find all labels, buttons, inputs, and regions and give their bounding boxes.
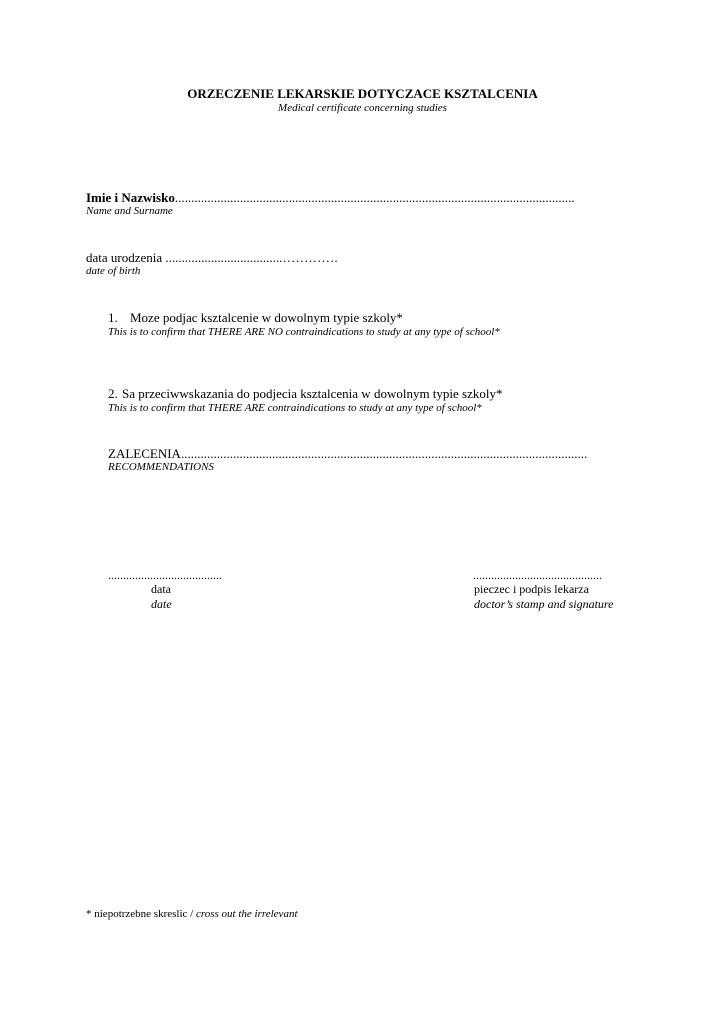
recommendations-dots: .............................................................................................................................: [180, 446, 588, 461]
name-label: Imie i Nazwisko: [86, 190, 175, 205]
recommendations-label: ZALECENIA: [108, 446, 181, 461]
option-2-text: Sa przeciwwskazania do podjecia ksztalcenia w dowolnym typie szkoly*: [122, 386, 503, 401]
date-translation: date: [151, 597, 172, 611]
footnote-text: * niepotrzebne skreslic /: [86, 908, 196, 920]
birth-translation: date of birth: [86, 265, 141, 277]
recommendations-field: [108, 446, 587, 462]
stamp-translation: doctor’s stamp and signature: [474, 597, 614, 611]
document-subtitle: Medical certificate concerning studies: [278, 102, 447, 114]
birth-dots: ....................................………….: [162, 250, 338, 265]
option-2-number: 2.: [108, 386, 118, 401]
option-2-translation: This is to confirm that THERE ARE contraindications to study at any type of school*: [108, 402, 482, 414]
document-title: ORZECZENIE LEKARSKIE DOTYCZACE KSZTALCENIA: [187, 86, 538, 101]
option-2: [108, 386, 503, 402]
name-translation: Name and Surname: [86, 205, 173, 217]
option-1-translation: This is to confirm that THERE ARE NO contraindications to study at any type of school*: [108, 326, 500, 338]
option-1-number: 1.: [108, 310, 118, 325]
birth-label: data urodzenia: [86, 250, 163, 265]
recommendations-translation: RECOMMENDATIONS: [108, 461, 214, 473]
option-1: [108, 310, 403, 326]
birth-field: [86, 250, 338, 266]
name-field: [86, 190, 575, 206]
stamp-label: pieczec i podpis lekarza: [474, 582, 589, 596]
stamp-dots: ...........................................: [473, 568, 602, 582]
footnote: [86, 908, 298, 920]
option-1-text: Moze podjac ksztalcenie w dowolnym typie szkoly*: [130, 310, 403, 325]
name-dots: ...........................................................................................................................: [174, 190, 575, 205]
date-label: data: [151, 582, 171, 596]
date-dots: ......................................: [108, 568, 222, 582]
footnote-translation: cross out the irrelevant: [195, 908, 298, 920]
